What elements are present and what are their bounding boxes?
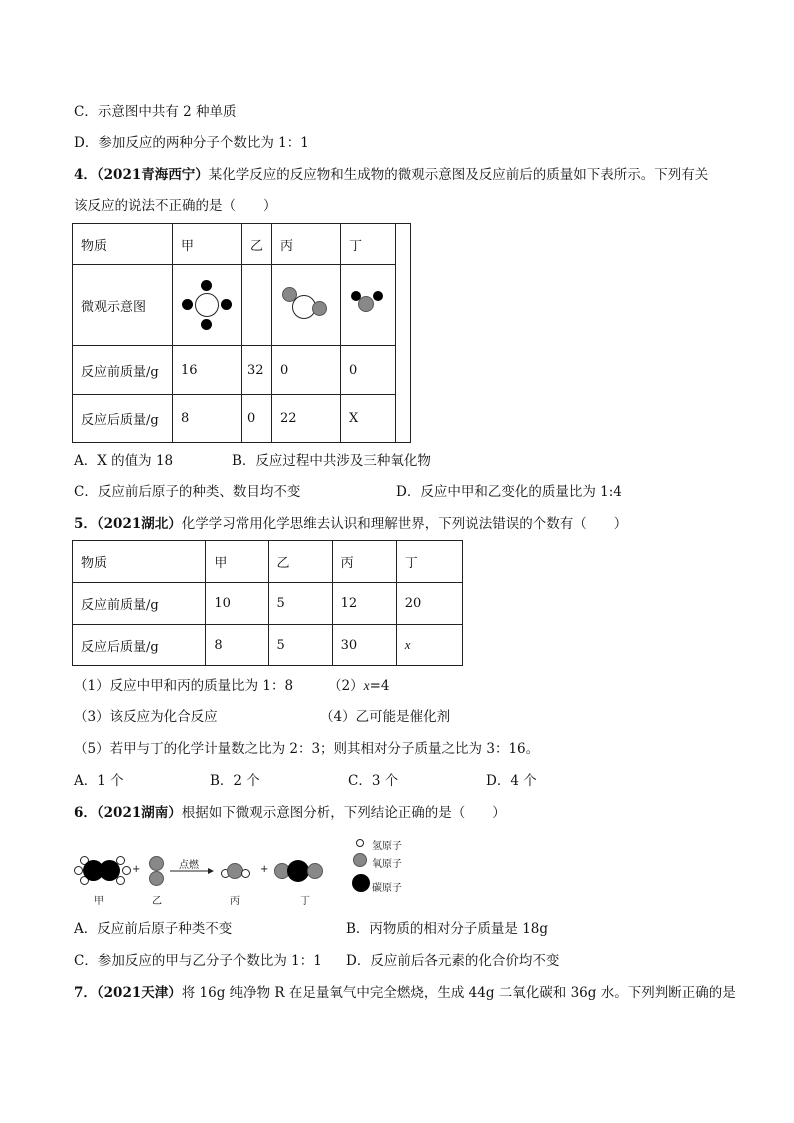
atom-black: [201, 319, 212, 330]
q4-before-yi: 32: [241, 346, 271, 395]
q5-th-ding: 丁: [396, 541, 462, 583]
atom-gray: [312, 301, 327, 316]
legend-h-label: 氢原子: [372, 841, 402, 852]
q6-number: 6．: [74, 805, 97, 821]
atom-o: [307, 863, 323, 879]
q5-after-ding: x: [396, 625, 462, 666]
q5-after-jia: 8: [206, 625, 268, 666]
q4-table: [72, 223, 411, 443]
atom-black: [373, 291, 383, 301]
q4-stem: [74, 166, 708, 184]
reaction-condition: 点燃: [179, 860, 199, 871]
q7-source: （2021天津）: [96, 985, 182, 1001]
q5-number: 5．: [74, 516, 97, 532]
q5-stem-text: 化学学习常用化学思维去认识和理解世界，下列说法错误的个数有（ ）: [181, 516, 628, 532]
legend-o-icon: [353, 853, 367, 867]
molecule-jia: [181, 279, 233, 331]
atom-black: [201, 280, 212, 291]
q5-before-bing: 12: [332, 583, 396, 625]
q4-before-bing: 0: [272, 346, 341, 395]
atom-o: [149, 871, 164, 886]
q4-before-jia: 16: [172, 346, 241, 395]
q7-number: 7．: [74, 985, 97, 1001]
molecule-ding: [349, 287, 387, 323]
q4-source: （2021青海西宁）: [96, 167, 209, 183]
q4-after-bing: 22: [272, 395, 341, 443]
q5-th-substance: 物质: [73, 541, 206, 583]
q5-stmt4: （4）乙可能是催化剂: [320, 709, 451, 725]
q4-before-label: 反应前质量/g: [73, 346, 173, 395]
q3-option-d: D．参加反应的两种分子个数比为 1：1: [74, 135, 309, 151]
q4-micro-yi: [241, 265, 271, 346]
label-bing: 丙: [230, 896, 240, 907]
q4-option-b: B．反应过程中共涉及三种氧化物: [232, 453, 431, 469]
atom-h: [74, 866, 83, 875]
q4-micro-jia: [172, 265, 241, 346]
q4-after-label: 反应后质量/g: [73, 395, 173, 443]
atom-c: [287, 860, 309, 882]
q6-reaction-diagram: [70, 836, 420, 912]
molecule-bing: [220, 860, 254, 886]
legend: [352, 836, 422, 896]
arrow-icon: [170, 866, 216, 876]
molecule-bing: [280, 283, 332, 327]
q4-micro-bing: [272, 265, 341, 346]
q7-stem: [74, 984, 736, 1002]
label-jia: 甲: [94, 896, 104, 907]
molecule-ding: [274, 858, 330, 886]
q5-after-yi: 5: [268, 625, 332, 666]
plus-sign: +: [132, 864, 141, 875]
q4-extra-column: [396, 224, 411, 443]
q5-after-label: 反应后质量/g: [73, 625, 206, 666]
q5-option-c: C．3 个: [348, 773, 399, 789]
q5-before-label: 反应前质量/g: [73, 583, 206, 625]
q4-stem-line1: 某化学反应的反应物和生成物的微观示意图及反应前后的质量如下表所示。下列有关: [208, 167, 709, 183]
q5-stmt2: [328, 677, 390, 695]
atom-h: [241, 869, 250, 878]
q5-stem: [74, 515, 627, 533]
q4-micro-ding: [341, 265, 396, 346]
q6-option-b: B．丙物质的相对分子质量是 18g: [346, 921, 549, 937]
q5-after-bing: 30: [332, 625, 396, 666]
q5-option-b: B．2 个: [210, 773, 260, 789]
label-ding: 丁: [300, 896, 310, 907]
atom-gray: [358, 296, 374, 312]
q4-option-a: A．X 的值为 18: [74, 453, 174, 469]
atom-h: [122, 866, 131, 875]
q5-source: （2021湖北）: [96, 516, 182, 532]
q6-option-c: C．参加反应的甲与乙分子个数比为 1：1: [74, 953, 322, 969]
label-yi: 乙: [152, 896, 162, 907]
q4-after-ding: X: [341, 395, 396, 443]
q6-option-d: D．反应前后各元素的化合价均不变: [346, 953, 560, 969]
q5-before-ding: 20: [396, 583, 462, 625]
q4-th-bing: 丙: [272, 224, 341, 265]
q6-stem: [74, 804, 506, 822]
q5-stmt2-prefix: （2）: [328, 678, 364, 694]
q5-th-bing: 丙: [332, 541, 396, 583]
q4-th-jia: 甲: [172, 224, 241, 265]
q4-option-d: D．反应中甲和乙变化的质量比为 1:4: [396, 484, 622, 500]
q6-stem-text: 根据如下微观示意图分析，下列结论正确的是（ ）: [181, 805, 506, 821]
q4-th-ding: 丁: [341, 224, 396, 265]
q5-table: [72, 540, 463, 666]
q4-th-yi: 乙: [241, 224, 271, 265]
legend-o-label: 氧原子: [372, 859, 402, 870]
q4-before-ding: 0: [341, 346, 396, 395]
q5-stmt2-rest: =4: [369, 678, 390, 694]
q5-before-jia: 10: [206, 583, 268, 625]
atom-h: [116, 856, 125, 865]
legend-c-label: 碳原子: [372, 883, 402, 894]
atom-h: [116, 876, 125, 885]
molecule-yi: [148, 856, 166, 890]
q4-row-micro-label: 微观示意图: [73, 265, 173, 346]
atom-black: [221, 299, 232, 310]
q5-th-yi: 乙: [268, 541, 332, 583]
q7-stem-text: 将 16g 纯净物 R 在足量氧气中完全燃烧，生成 44g 二氧化碳和 36g 水。下列判断正确的是: [181, 985, 736, 1001]
atom-white: [195, 293, 219, 317]
q5-stmt1: （1）反应中甲和丙的质量比为 1：8: [74, 678, 294, 694]
q4-number: 4．: [74, 167, 97, 183]
q4-after-jia: 8: [172, 395, 241, 443]
q4-th-substance: 物质: [73, 224, 173, 265]
q3-option-c: C．示意图中共有 2 种单质: [74, 104, 237, 120]
q5-option-a: A．1 个: [74, 773, 124, 789]
q5-stmt5: （5）若甲与丁的化学计量数之比为 2：3；则其相对分子质量之比为 3：16。: [74, 741, 540, 757]
q4-after-yi: 0: [241, 395, 271, 443]
atom-black: [182, 299, 193, 310]
legend-c-icon: [352, 874, 370, 892]
q5-before-yi: 5: [268, 583, 332, 625]
q5-stmt3: （3）该反应为化合反应: [74, 709, 218, 725]
q5-th-jia: 甲: [206, 541, 268, 583]
q4-option-c: C．反应前后原子的种类、数目均不变: [74, 484, 301, 500]
q5-stmt2-var: x: [363, 678, 370, 693]
legend-h-icon: [356, 839, 364, 847]
q6-option-a: A．反应前后原子种类不变: [74, 921, 233, 937]
q5-option-d: D．4 个: [486, 773, 537, 789]
atom-o: [149, 856, 164, 871]
plus-sign: +: [260, 864, 269, 875]
q4-stem-line2: 该反应的说法不正确的是（ ）: [74, 198, 277, 214]
molecule-jia: [72, 856, 136, 892]
q6-source: （2021湖南）: [96, 805, 182, 821]
